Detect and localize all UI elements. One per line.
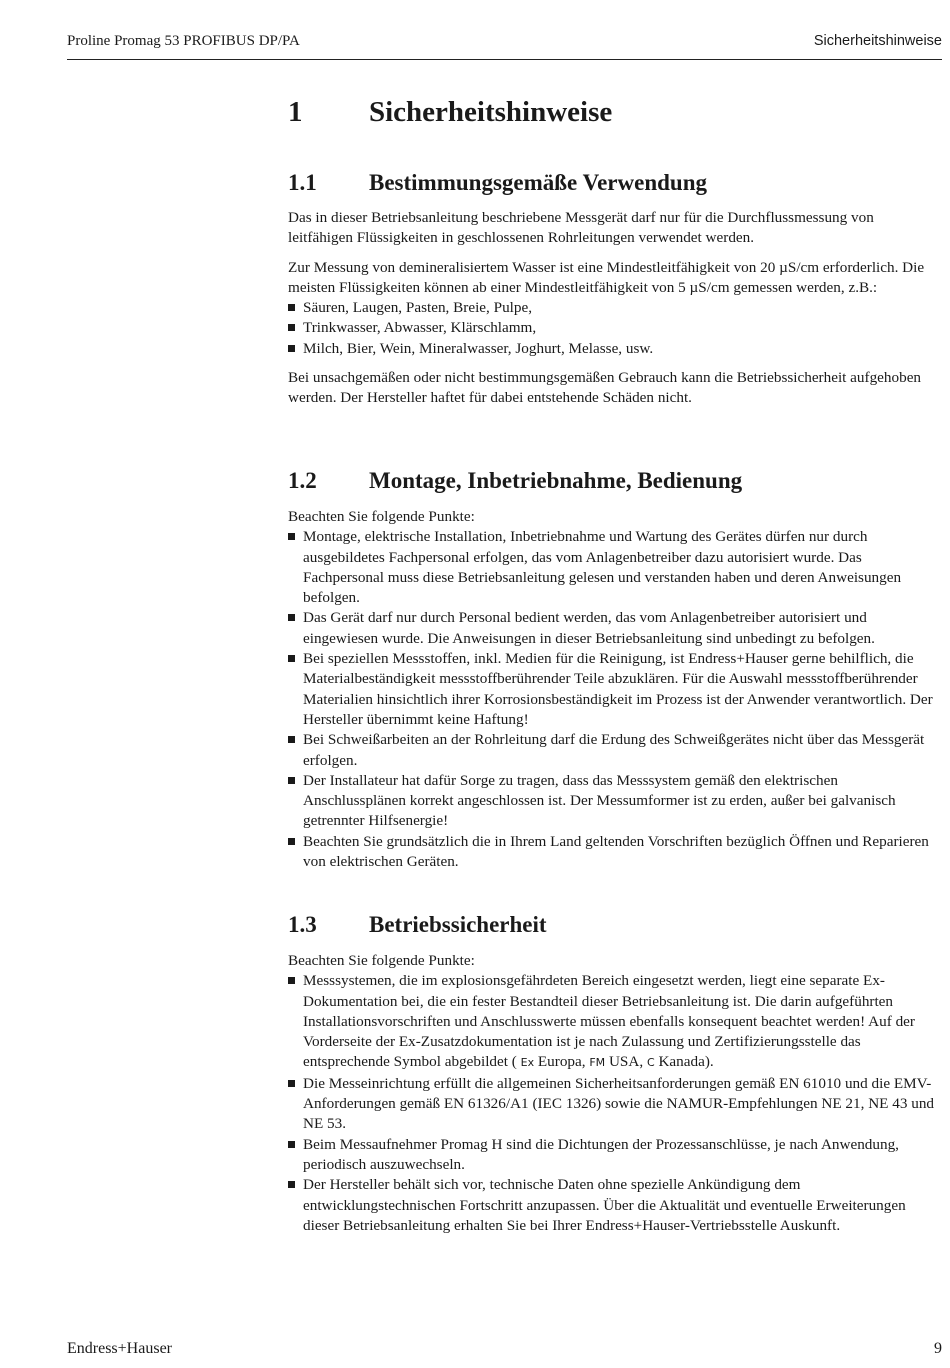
list-item: Beim Messaufnehmer Promag H sind die Dichtungen der Prozessanschlüsse, je nach Anwendung, periodisch auszuwechseln.: [288, 1135, 942, 1176]
csa-symbol-icon: C: [646, 1056, 655, 1070]
bullet-icon: [288, 977, 295, 984]
list-item: Das Gerät darf nur durch Personal bedient werden, das vom Anlagenbetreiber autorisiert und eingewiesen wurde. Die Anweisungen in dieser Betriebsanleitung sind unbedingt zu befolgen.: [288, 608, 942, 649]
list-item: Bei speziellen Messstoffen, inkl. Medien für die Reinigung, ist Endress+Hauser gerne behilflich, die Materialbeständigkeit messstoffberührender Teile abzuklären. Für die Auswahl messstoffberührender Materialien hinsichtlich ihrer Korrosionsbeständigkeit im Prozess ist der Anwender verantwortlich. Der Hersteller übernimmt keine Haftung!: [288, 649, 942, 730]
section-number: 1.1: [288, 170, 317, 195]
bullet-icon: [288, 304, 295, 311]
section-1-2-heading: [288, 464, 942, 498]
paragraph: Bei unsachgemäßen oder nicht bestimmungsgemäßen Gebrauch kann die Betriebssicherheit aufgehoben werden. Der Hersteller haftet für dabei entstehende Schäden nicht.: [288, 369, 922, 407]
bullet-icon: [288, 1181, 295, 1188]
bullet-icon: [288, 736, 295, 743]
fm-symbol-icon: FM: [589, 1056, 606, 1070]
list-item: Bei Schweißarbeiten an der Rohrleitung darf die Erdung des Schweißgerätes nicht über das Messgerät erfolgen.: [288, 730, 942, 771]
list-item: Montage, elektrische Installation, Inbetriebnahme und Wartung des Gerätes dürfen nur durch ausgebildetes Fachpersonal erfolgen, das vom Anlagenbetreiber dazu autorisiert wurde. Das Fachpersonal muss diese Betriebsanleitung gelesen und verstanden haben und deren Anweisungen befolgen.: [288, 527, 942, 608]
section-1-3-body: [288, 951, 942, 1236]
list-item: Messsystemen, die im explosionsgefährdeten Bereich eingesetzt werden, liegt eine separate Ex-Dokumentation bei, die ein fester Bestandteil dieser Betriebsanleitung ist. Die darin aufgeführten Installationsvorschriften und Anschlusswerte müssen ebenfalls konsequent beachtet werden! Auf der Vorderseite der Ex-Zusatzdokumentation ist je nach Zulassung und Zertifizierungsstelle das entsprechende Symbol abgebildet ( Ex Europa, FM USA, C Kanada).: [288, 971, 942, 1073]
section-1-2-body: [288, 507, 942, 872]
section-title: Betriebssicherheit: [369, 912, 547, 937]
bullet-icon: [288, 777, 295, 784]
section-title: Montage, Inbetriebnahme, Bedienung: [369, 468, 743, 493]
bullet-icon: [288, 533, 295, 540]
paragraph: Beachten Sie folgende Punkte:: [288, 952, 475, 969]
chapter-number: 1: [288, 96, 303, 128]
chapter-title: Sicherheitshinweise: [369, 96, 613, 128]
bullet-icon: [288, 345, 295, 352]
chapter-heading: [288, 90, 942, 134]
header-section-title: Sicherheitshinweise: [813, 33, 942, 49]
footer-brand: Endress+Hauser: [67, 1340, 172, 1357]
header-document-title: Proline Promag 53 PROFIBUS DP/PA: [67, 33, 300, 49]
section-number: 1.3: [288, 912, 317, 937]
paragraph: Das in dieser Betriebsanleitung beschriebene Messgerät darf nur für die Durchflussmessung von leitfähigen Flüssigkeiten in geschlossenen Rohrleitungen verwendet werden.: [288, 209, 874, 247]
paragraph: Zur Messung von demineralisiertem Wasser ist eine Mindestleitfähigkeit von 20 µS/cm erforderlich. Die meisten Flüssigkeiten können ab einer Mindestleitfähigkeit von 5 µS/cm gemessen werden, z.B.:: [288, 258, 925, 296]
paragraph: Beachten Sie folgende Punkte:: [288, 508, 475, 525]
list-item: Trinkwasser, Abwasser, Klärschlamm,: [288, 318, 942, 338]
section-1-3-heading: [288, 908, 942, 942]
section-title: Bestimmungsgemäße Verwendung: [369, 170, 708, 195]
bullet-list: [288, 298, 942, 359]
bullet-icon: [288, 655, 295, 662]
bullet-icon: [288, 324, 295, 331]
bullet-icon: [288, 838, 295, 845]
bullet-list: [288, 971, 942, 1236]
bullet-list: [288, 527, 942, 872]
page-header: [67, 33, 942, 55]
list-item: Der Hersteller behält sich vor, technische Daten ohne spezielle Ankündigung dem entwicklungstechnischen Fortschritt anzupassen. Über die Aktualität und eventuelle Erweiterungen dieser Betriebsanleitung erhalten Sie bei Ihrer Endress+Hauser-Vertriebsstelle Auskunft.: [288, 1175, 942, 1236]
section-number: 1.2: [288, 468, 317, 493]
header-rule: [67, 59, 942, 60]
list-item: Die Messeinrichtung erfüllt die allgemeinen Sicherheitsanforderungen gemäß EN 61010 und die EMV-Anforderungen gemäß EN 61326/A1 (IEC 1326) sowie die NAMUR-Empfehlungen NE 21, NE 43 und NE 53.: [288, 1074, 942, 1135]
section-1-1-body: [288, 208, 942, 409]
bullet-icon: [288, 1141, 295, 1148]
list-item: Der Installateur hat dafür Sorge zu tragen, dass das Messsystem gemäß den elektrischen Anschlussplänen korrekt angeschlossen ist. Der Messumformer ist zu erden, außer bei galvanisch getrennter Hilfsenergie!: [288, 771, 942, 832]
bullet-icon: [288, 614, 295, 621]
list-item: Milch, Bier, Wein, Mineralwasser, Joghurt, Melasse, usw.: [288, 339, 942, 359]
ex-symbol-icon: Ex: [520, 1056, 535, 1070]
list-item: Säuren, Laugen, Pasten, Breie, Pulpe,: [288, 298, 942, 318]
bullet-icon: [288, 1080, 295, 1087]
section-1-1-heading: [288, 166, 942, 200]
page-number: 9: [934, 1340, 942, 1357]
list-item: Beachten Sie grundsätzlich die in Ihrem Land geltenden Vorschriften bezüglich Öffnen und Reparieren von elektrischen Geräten.: [288, 832, 942, 873]
